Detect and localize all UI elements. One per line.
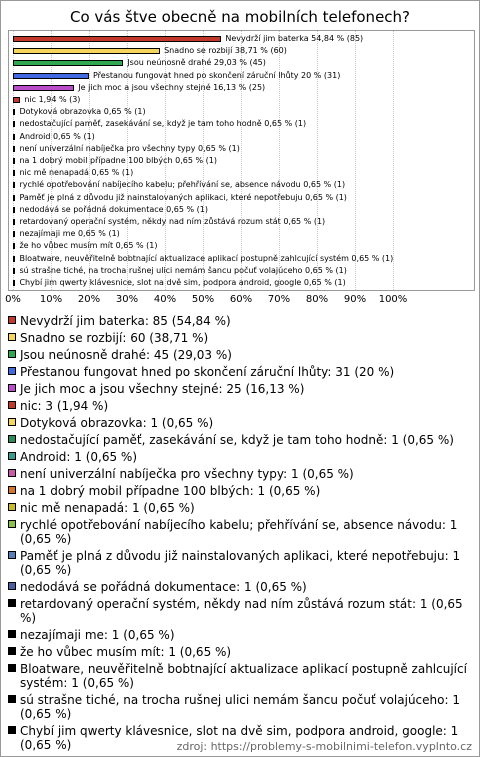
bar (13, 48, 160, 54)
legend-item (8, 484, 470, 498)
legend-swatch (8, 726, 16, 734)
x-tick-label: 20% (77, 294, 101, 305)
legend-swatch (8, 452, 16, 460)
legend-item (8, 433, 470, 447)
source-footer: zdroj: https://problemy-s-mobilnimi-telefon.vyplnto.cz (176, 740, 472, 753)
legend-item (8, 501, 470, 515)
legend-label: Snadno se rozbijí: 60 (38,71 %) (20, 331, 209, 345)
bar-label: Jsou neúnosně drahé 29,03 % (45) (127, 58, 266, 68)
legend-swatch (8, 664, 16, 672)
x-tick-label: 40% (153, 294, 177, 305)
bar-label: retardovaný operační systém, někdy nad ním zůstává rozum stát 0,65 % (1) (19, 217, 326, 226)
legend-item (8, 331, 470, 345)
bar (13, 36, 221, 42)
legend-swatch (8, 695, 16, 703)
bar (13, 268, 15, 274)
legend-item (8, 467, 470, 481)
legend-item (8, 450, 470, 464)
legend-label: Chybí jim qwerty klávesnice, slot na dvě sim, podpora android, google: 1 (0,65 %) (20, 724, 459, 752)
legend-label: nedostačující paměť, zasekávání se, když je tam toho hodně: 1 (0,65 %) (20, 433, 454, 447)
bar-label: na 1 dobrý mobil případne 100 blbých 0,65 % (1) (19, 156, 217, 165)
legend-item (8, 693, 470, 721)
x-tick-label: 100% (378, 294, 408, 305)
legend-label: není univerzální nabíječka pro všechny typy: 1 (0,65 %) (20, 467, 354, 481)
bar-label: Dotyková obrazovka 0,65 % (1) (19, 107, 146, 117)
legend-swatch (8, 418, 16, 426)
legend-label: Dotyková obrazovka: 1 (0,65 %) (20, 416, 214, 430)
legend-label: nedodává se pořádná dokumentace: 1 (0,65 %) (20, 580, 307, 594)
x-tick-label: 70% (267, 294, 291, 305)
bar (13, 280, 15, 286)
bar-label: nic 1,94 % (3) (24, 95, 81, 104)
bar-label: nedodává se pořádná dokumentace 0,65 % (1) (19, 204, 208, 214)
legend-item (8, 597, 470, 625)
gridline (355, 31, 356, 290)
legend-swatch (8, 316, 16, 324)
bar (13, 134, 15, 140)
legend-item (8, 382, 470, 396)
legend-swatch (8, 367, 16, 375)
legend-swatch (8, 350, 16, 358)
legend-item (8, 416, 470, 430)
bar (13, 256, 15, 262)
legend-label: Přestanou fungovat hned po skončení záruční lhůty: 31 (20 %) (20, 365, 395, 379)
legend-swatch (8, 469, 16, 477)
bar (13, 231, 15, 237)
x-tick-label: 80% (305, 294, 329, 305)
x-tick-label: 10% (39, 294, 63, 305)
legend-swatch (8, 630, 16, 638)
x-tick-label: 50% (191, 294, 215, 305)
legend-swatch (8, 647, 16, 655)
plot-area (8, 30, 475, 291)
bar-label: Přestanou fungovat hned po skončení záruční lhůty 20 % (31) (93, 70, 341, 80)
bar-label: nedostačující paměť, zasekávání se, když je tam toho hodně 0,65 % (1) (19, 119, 307, 129)
legend-swatch (8, 599, 16, 607)
legend-item (8, 314, 470, 328)
bar-label: Bloatware, neuvěřitelně bobtnající aktualizace aplikací postupně zahlcující systém 0,65 % (1) (19, 253, 394, 263)
bar (13, 219, 15, 225)
legend-swatch (8, 582, 16, 590)
legend-item (8, 580, 470, 594)
legend-item (8, 399, 470, 413)
bar (13, 170, 15, 176)
bar-label: Snadno se rozbijí 38,71 % (60) (164, 46, 287, 56)
bar-label: Nevydrží jim baterka 54,84 % (85) (225, 34, 364, 43)
legend-label: Jsou neúnosně drahé: 45 (29,03 %) (20, 348, 232, 362)
legend-item (8, 365, 470, 379)
x-tick-label: 30% (115, 294, 139, 305)
bar (13, 195, 15, 201)
legend-swatch (8, 435, 16, 443)
bar-label: rychlé opotřebování nabíjecího kabelu; přehřívání se, absence návodu 0,65 % (1) (19, 180, 346, 190)
legend-label: sú strašne tiché, na trocha rušnej ulici nemám šancu počuť volajúceho: 1 (0,65 %) (20, 693, 460, 721)
legend-item (8, 348, 470, 362)
legend-item (8, 549, 470, 577)
legend-swatch (8, 401, 16, 409)
legend-label: nezajímaji me: 1 (0,65 %) (20, 628, 175, 642)
legend-item (8, 518, 470, 546)
bar-label: Je jich moc a jsou všechny stejné 16,13 % (25) (78, 82, 266, 92)
x-tick-label: 60% (229, 294, 253, 305)
gridline (393, 31, 394, 290)
legend (8, 314, 470, 755)
legend-item (8, 662, 470, 690)
legend-label: Android: 1 (0,65 %) (20, 450, 137, 464)
bar (13, 85, 74, 91)
bar (13, 243, 15, 249)
x-tick-label: 0% (5, 294, 21, 305)
legend-item (8, 645, 470, 659)
legend-swatch (8, 503, 16, 511)
bar (13, 121, 15, 127)
legend-label: rychlé opotřebování nabíjecího kabelu; přehřívání se, absence návodu: 1 (0,65 %) (20, 518, 458, 546)
legend-swatch (8, 333, 16, 341)
legend-swatch (8, 486, 16, 494)
bar (13, 182, 15, 188)
bar (13, 109, 15, 115)
bar (13, 158, 15, 164)
bar (13, 207, 15, 213)
bar-label: Android 0,65 % (1) (19, 131, 95, 141)
bar-label: Chybí jim qwerty klávesnice, slot na dvě sim, podpora android, google 0,65 % (1) (19, 278, 346, 287)
chart-title: Co vás štve obecně na mobilních telefonech? (69, 8, 411, 26)
bar-label: že ho vůbec musím mít 0,65 % (1) (19, 241, 158, 251)
legend-item (8, 628, 470, 642)
legend-label: nic: 3 (1,94 %) (20, 399, 109, 413)
legend-label: retardovaný operační systém, někdy nad ním zůstává rozum stát: 1 (0,65 %) (20, 597, 463, 625)
bar (13, 146, 15, 152)
bar (13, 60, 123, 66)
legend-swatch (8, 384, 16, 392)
bar-label: nezajímaji me 0,65 % (1) (19, 229, 120, 239)
legend-swatch (8, 520, 16, 528)
bar (13, 73, 89, 79)
x-tick-label: 90% (343, 294, 367, 305)
legend-label: Bloatware, neuvěřitelně bobtnající aktualizace aplikací postupně zahlcující systém: 1 (0,65 %) (20, 662, 467, 690)
bar (13, 97, 20, 103)
legend-label: že ho vůbec musím mít: 1 (0,65 %) (20, 645, 232, 659)
legend-label: Paměť je plná z důvodu již nainstalovaných aplikaci, které nepotřebuju: 1 (0,65 %) (20, 549, 461, 577)
bar-label: není univerzální nabíječka pro všechny typy 0,65 % (1) (19, 143, 240, 153)
legend-label: na 1 dobrý mobil případne 100 blbých: 1 (0,65 %) (20, 484, 321, 498)
legend-label: Nevydrží jim baterka: 85 (54,84 %) (20, 314, 231, 328)
bar-label: Paměť je plná z důvodu již nainstalovaných aplikaci, které nepotřebuju 0,65 % (1) (19, 192, 347, 202)
bar-label: nic mě nenapadá 0,65 % (1) (19, 168, 134, 178)
bar-label: sú strašne tiché, na trocha rušnej ulici nemám šancu počuť volajúceho 0,65 % (1) (19, 265, 347, 275)
legend-label: Je jich moc a jsou všechny stejné: 25 (16,13 %) (20, 382, 305, 396)
legend-swatch (8, 551, 16, 559)
legend-label: nic mě nenapadá: 1 (0,65 %) (20, 501, 195, 515)
